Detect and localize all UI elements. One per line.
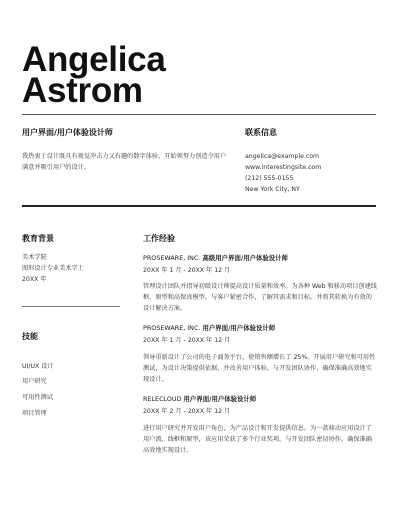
job-role: 用户界面/用户体验设计师 xyxy=(183,395,257,403)
education-school: 美术学院 xyxy=(22,254,47,261)
education-degree: 图形设计专业美术学士 xyxy=(22,265,84,272)
job-heading xyxy=(143,323,275,334)
job-heading xyxy=(143,253,288,264)
contact-phone: (212) 555-0155 xyxy=(245,175,294,182)
job-company: PROSEWARE, INC. xyxy=(143,324,201,332)
contact-title: 联系信息 xyxy=(245,128,277,137)
education-title: 教育背景 xyxy=(22,234,54,243)
skill-item: UI/UX 设计 xyxy=(22,363,54,370)
job-dates: 20XX 年 1 月 - 20XX 年 12 月 xyxy=(143,337,231,344)
job-description: 管理设计团队并指导初级设计师提高设计质量和效率。为各种 Web 和移动项目创建线框、原型和高保真模型。与客户紧密合作，了解其需求和目标，并将其转换为有效的设计解决方案。 xyxy=(143,283,377,312)
contact-website[interactable]: www.interestingsite.com xyxy=(245,164,322,171)
section-divider xyxy=(22,205,376,207)
job-company: RELECLOUD xyxy=(143,395,182,403)
job-company: PROSEWARE, INC. xyxy=(143,254,201,262)
education-year: 20XX 年 xyxy=(22,276,47,283)
header-divider xyxy=(22,114,376,115)
job-dates: 20XX 年 1 月 - 20XX 年 12 月 xyxy=(143,267,231,274)
education-divider xyxy=(22,306,120,307)
job-role: 高级用户界面/用户体验设计师 xyxy=(202,254,288,262)
job-dates: 20XX 年 2 月 - 20XX 年 12 月 xyxy=(143,408,231,415)
skill-item: 用户研究 xyxy=(22,378,47,385)
first-name: Angelica xyxy=(22,40,166,79)
last-name: Astrom xyxy=(22,71,143,110)
job-description: 领导重新设计了公司的电子商务平台，使销售额增长了 25%。开展用户研究和可用性测试，为设计决策提供依据，并改善用户体验。与开发团队协作，确保准确高效地实现设计。 xyxy=(143,354,376,383)
profile-summary: 我热衷于设计既具有视觉冲击力又有趣的数字体验，开始领努力创造令用户满意并吸引用户的设计。 xyxy=(22,153,227,171)
job-description: 进行用户研究并开发用户角色，为产品设计和开发提供信息。为一款移动应用设计了用户流、线框和原型，该应用荣获了多个行业奖项。与开发团队密切协作，确保准确高效地实现设计。 xyxy=(143,425,372,454)
contact-email[interactable]: angelica@example.com xyxy=(245,153,320,160)
skill-item: 项目管理 xyxy=(22,410,47,417)
profile-title: 用户界面/用户体验设计师 xyxy=(22,128,113,137)
skill-item: 可用性测试 xyxy=(22,394,53,401)
job-heading xyxy=(143,394,256,405)
job-role: 用户界面/用户体验设计师 xyxy=(202,324,276,332)
contact-city: New York City, NY xyxy=(245,186,300,193)
skills-title: 技能 xyxy=(22,332,38,341)
experience-title: 工作经验 xyxy=(143,234,175,243)
